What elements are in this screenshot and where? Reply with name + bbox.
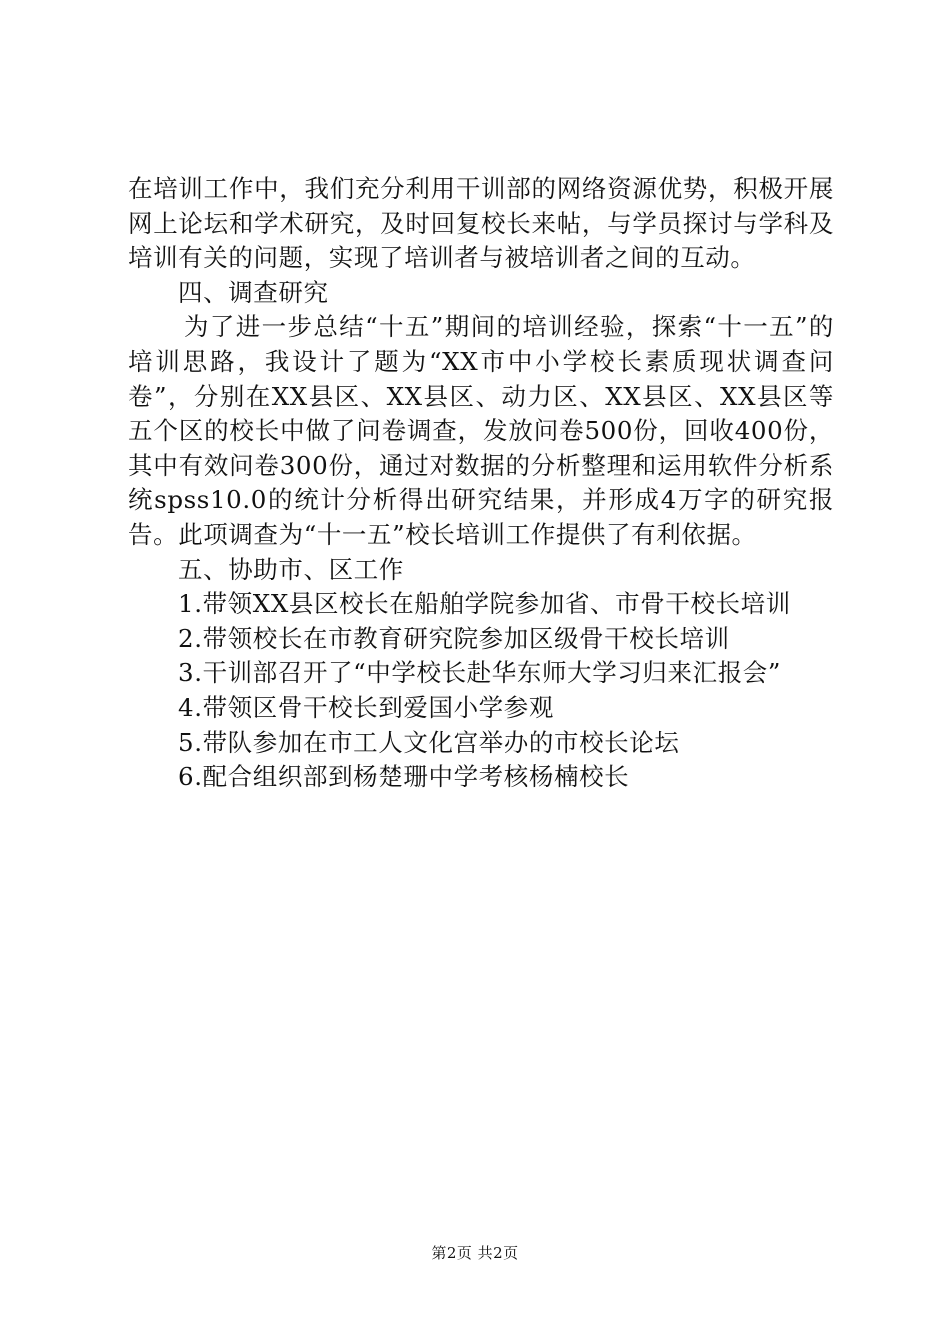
paragraph-online-forum: 在培训工作中，我们充分利用干训部的网络资源优势，积极开展网上论坛和学术研究，及时回复校长来帖，与学员探讨与学科及培训有关的问题，实现了培训者与被培训者之间的互动。 [128,174,834,273]
section-heading-survey-research: 四、调查研究 [178,277,329,307]
list-item: 6.配合组织部到杨楚珊中学考核杨楠校长 [178,762,630,792]
list-item: 4.带领区骨干校长到爱国小学参观 [178,692,554,722]
document-body [128,172,834,795]
paragraph-survey-research: 为了进一步总结“十五”期间的培训经验，探索“十一五”的培训思路，我设计了题为“XX市中小学校长素质现状调查问卷”，分别在XX县区、XX县区、动力区、XX县区、XX县区等五个区的校长中做了问卷调查，发放问卷500份，回收400份，其中有效问卷300份，通过对数据的分析整理和运用软件分析系统spss10.0的统计分析得出研究结果，并形成4万字的研究报告。此项调查为“十一五”校长培训工作提供了有利依据。 [128,312,834,549]
section-heading-assist-city-district: 五、协助市、区工作 [178,554,404,584]
list-item: 3.干训部召开了“中学校长赴华东师大学习归来汇报会” [178,658,782,688]
list-item: 1.带领XX县区校长在船舶学院参加省、市骨干校长培训 [178,589,791,619]
list-item: 5.带队参加在市工人文化宫举办的市校长论坛 [178,727,680,757]
page-number-footer: 第2页 共2页 [431,1244,519,1262]
list-item: 2.带领校长在市教育研究院参加区级骨干校长培训 [178,623,730,653]
